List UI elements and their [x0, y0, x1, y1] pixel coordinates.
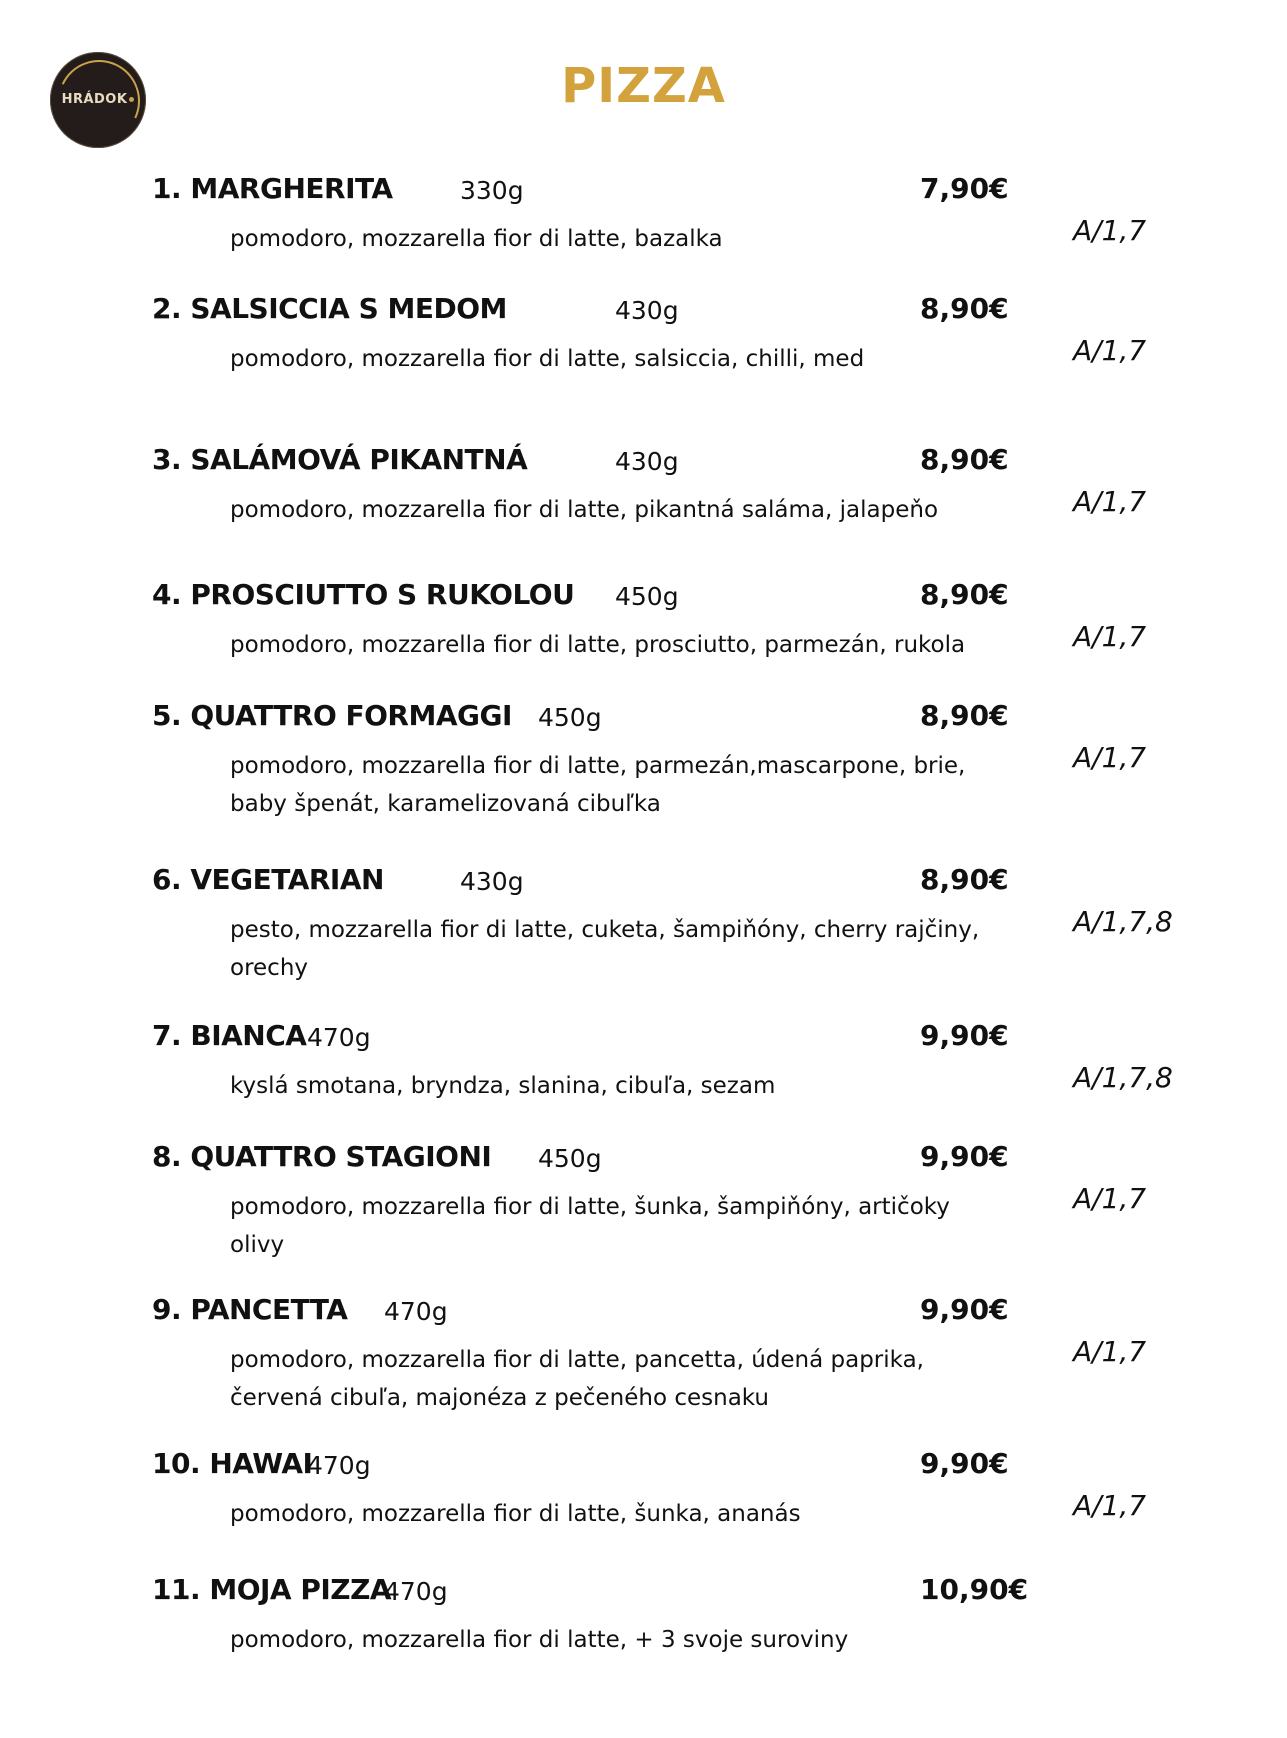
item-name: 8. QUATTRO STAGIONI — [152, 1140, 492, 1173]
item-description: pomodoro, mozzarella fior di latte, + 3 svoje suroviny — [230, 1627, 849, 1653]
item-allergens: A/1,7 — [1073, 620, 1147, 653]
item-description: kyslá smotana, bryndza, slanina, cibuľa, sezam — [230, 1073, 776, 1099]
item-price: 9,90€ — [920, 1019, 1009, 1052]
item-name: 5. QUATTRO FORMAGGI — [152, 699, 512, 732]
item-weight: 470g — [384, 1297, 448, 1326]
page-title: PIZZA — [561, 58, 726, 114]
item-price: 8,90€ — [920, 292, 1009, 325]
item-name: 9. PANCETTA — [152, 1293, 348, 1326]
item-name: 7. BIANCA — [152, 1019, 307, 1052]
item-price: 8,90€ — [920, 443, 1009, 476]
item-price: 9,90€ — [920, 1293, 1009, 1326]
item-allergens: A/1,7 — [1073, 485, 1147, 518]
item-name: 1. MARGHERITA — [152, 172, 393, 205]
item-weight: 430g — [460, 867, 524, 896]
item-weight: 470g — [307, 1023, 371, 1052]
item-description: pomodoro, mozzarella fior di latte, bazalka — [230, 226, 723, 252]
item-description: pesto, mozzarella fior di latte, cuketa, šampiňóny, cherry rajčiny, orechy — [230, 917, 980, 981]
item-description: pomodoro, mozzarella fior di latte, pikantná saláma, jalapeňo — [230, 497, 939, 523]
item-allergens: A/1,7 — [1073, 1489, 1147, 1522]
item-allergens: A/1,7 — [1073, 1182, 1147, 1215]
item-description: pomodoro, mozzarella fior di latte, prosciutto, parmezán, rukola — [230, 632, 966, 658]
item-price: 8,90€ — [920, 578, 1009, 611]
item-name: 6. VEGETARIAN — [152, 863, 384, 896]
item-weight: 430g — [615, 296, 679, 325]
item-name: 10. HAWAI — [152, 1447, 313, 1480]
item-price: 8,90€ — [920, 863, 1009, 896]
item-allergens: A/1,7 — [1073, 214, 1147, 247]
logo-text: HRÁDOK — [50, 92, 146, 107]
item-price: 7,90€ — [920, 172, 1009, 205]
item-description: pomodoro, mozzarella fior di latte, pancetta, údená paprika, červená cibuľa, majonéza z pečeného cesnaku — [230, 1347, 924, 1411]
item-name: 3. SALÁMOVÁ PIKANTNÁ — [152, 443, 528, 476]
item-description: pomodoro, mozzarella fior di latte, šunka, ananás — [230, 1501, 801, 1527]
item-allergens: A/1,7,8 — [1073, 905, 1173, 938]
item-allergens: A/1,7 — [1073, 741, 1147, 774]
item-weight: 330g — [460, 176, 524, 205]
item-allergens: A/1,7 — [1073, 1335, 1147, 1368]
item-description: pomodoro, mozzarella fior di latte, parmezán,mascarpone, brie, baby špenát, karamelizovaná cibuľka — [230, 753, 966, 817]
item-description: pomodoro, mozzarella fior di latte, salsiccia, chilli, med — [230, 346, 865, 372]
item-allergens: A/1,7,8 — [1073, 1061, 1173, 1094]
item-allergens: A/1,7 — [1073, 334, 1147, 367]
item-name: 11. MOJA PIZZA — [152, 1573, 392, 1606]
item-weight: 450g — [538, 703, 602, 732]
item-description: pomodoro, mozzarella fior di latte, šunka, šampiňóny, artičoky olivy — [230, 1194, 950, 1258]
item-weight: 450g — [538, 1144, 602, 1173]
item-price: 9,90€ — [920, 1447, 1009, 1480]
item-weight: 430g — [615, 447, 679, 476]
item-price: 9,90€ — [920, 1140, 1009, 1173]
item-name: 2. SALSICCIA S MEDOM — [152, 292, 507, 325]
item-name: 4. PROSCIUTTO S RUKOLOU — [152, 578, 575, 611]
item-weight: 450g — [615, 582, 679, 611]
item-price: 10,90€ — [920, 1573, 1029, 1606]
item-weight: 470g — [384, 1577, 448, 1606]
item-weight: 470g — [307, 1451, 371, 1480]
item-price: 8,90€ — [920, 699, 1009, 732]
